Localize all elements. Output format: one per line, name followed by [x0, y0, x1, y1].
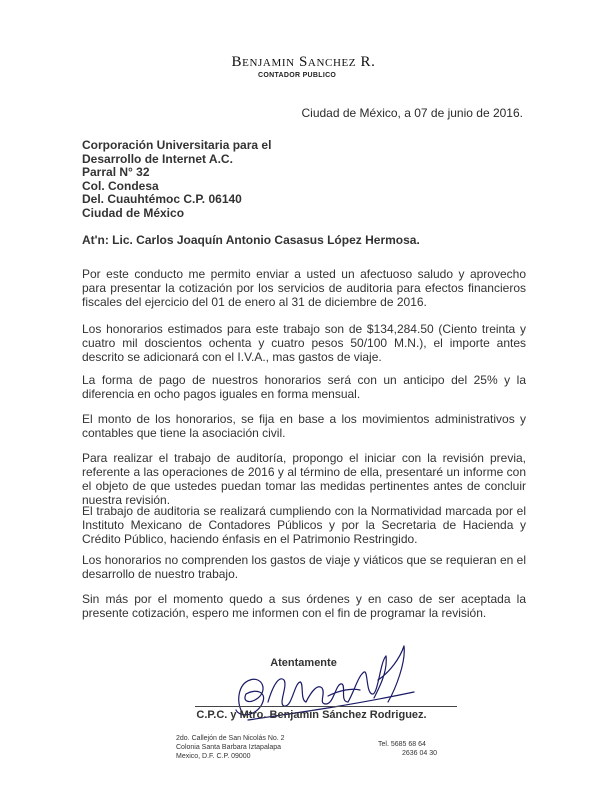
recipient-address: [82, 139, 271, 220]
date-line: Ciudad de México, a 07 de junio de 2016.: [301, 106, 523, 120]
signature-line: [195, 706, 457, 707]
footer-phone-line: Tel. 5685 68 64: [378, 741, 426, 748]
body-paragraph: Para realizar el trabajo de auditoría, propongo el iniciar con la revisión previa, referente a las operaciones de 2016 y al término de ella, presentaré un informe con el objeto de que ustedes puedan tomar las medidas pertinentes antes de concluir nuestra revisión.: [82, 451, 526, 507]
footer-address-line: 2do. Callejón de San Nicolás No. 2: [176, 735, 285, 742]
footer-address-line: Colonia Santa Barbara Iztapalapa: [176, 744, 282, 751]
recipient-line: Ciudad de México: [82, 205, 185, 220]
attention-line: At'n: Lic. Carlos Joaquín Antonio Casasus López Hermosa.: [82, 233, 420, 247]
body-paragraph: El trabajo de auditoria se realizará cumpliendo con la Normatividad marcada por el Instituto Mexicano de Contadores Públicos y por la Secretaria de Hacienda y Crédito Público, haciendo énfasis en el Patrimonio Restringido.: [82, 504, 526, 546]
recipient-line: Desarrollo de Internet A.C.: [82, 151, 233, 166]
recipient-line: Del. Cuauhtémoc C.P. 06140: [82, 192, 242, 206]
body-paragraph: Los honorarios estimados para este trabajo son de $134,284.50 (Ciento treinta y cuatro mil doscientos ochenta y cuatro pesos 50/100 M.N.), el importe antes descrito se adicionará con el I.V.A., mas gastos de viaje.: [82, 322, 526, 364]
signer-name: C.P.C. y Mtro. Benjamín Sánchez Rodriguez.: [196, 709, 427, 721]
body-paragraph: Los honorarios no comprenden los gastos de viaje y viáticos que se requieran en el desarrollo de nuestro trabajo.: [82, 553, 526, 581]
recipient-line: Col. Condesa: [82, 178, 159, 193]
body-paragraph: Por este conducto me permito enviar a usted un afectuoso saludo y aprovecho para presentar la cotización por los servicios de auditoria para efectos financieros fiscales del ejercicio del 01 de enero al 31 de diciembre de 2016.: [82, 267, 526, 309]
letterhead-name: Benjamin Sanchez R.: [231, 54, 376, 70]
closing-salutation: Atentamente: [270, 657, 337, 669]
body-paragraph: La forma de pago de nuestros honorarios será con un anticipo del 25% y la diferencia en ocho pagos iguales en forma mensual.: [82, 373, 526, 401]
footer-address: [176, 734, 285, 761]
body-paragraph: El monto de los honorarios, se fija en base a los movimientos administrativos y contables que tiene la asociación civil.: [82, 412, 526, 440]
footer-address-line: Mexico, D.F. C.P. 09000: [176, 753, 251, 760]
recipient-line: Parral N° 32: [82, 165, 150, 179]
footer-phone-line: 2636 04 30: [402, 750, 438, 757]
footer-phones: [378, 740, 437, 758]
body-paragraph: Sin más por el momento quedo a sus órdenes y en caso de ser aceptada la presente cotización, espero me informen con el fin de programar la revisión.: [82, 592, 526, 620]
letterhead-title: CONTADOR PUBLICO: [258, 72, 337, 79]
recipient-line: Corporación Universitaria para el: [82, 138, 272, 152]
